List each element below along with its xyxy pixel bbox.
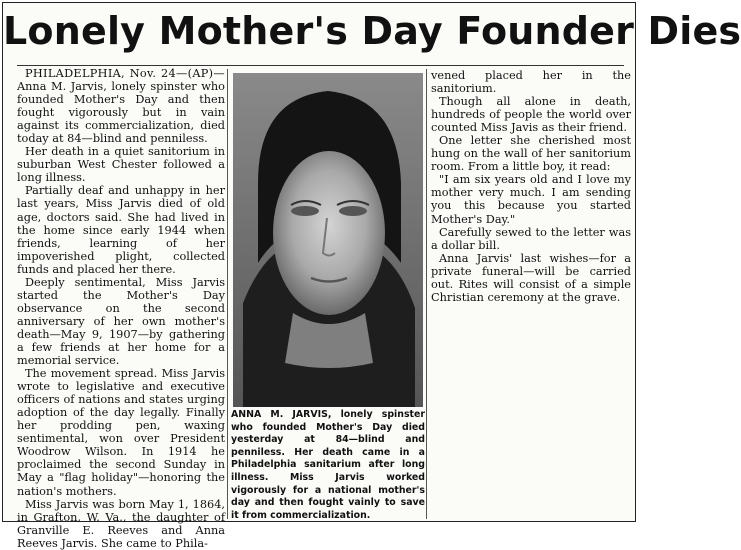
paragraph: vened placed her in the sanitorium. (431, 69, 631, 96)
paragraph: Partially deaf and unhappy in her last years, Miss Jarvis died of old age, doctors said. She had lived in the home since early 1944 when friends, learning of her impoverished plight, collected funds and placed her there. (17, 184, 225, 276)
paragraph: Deeply sentimental, Miss Jarvis started the Mother's Day observance on the second anniversary of her own mother's death—May 9, 1907—by gathering a few friends at her home for a memorial service. (17, 275, 225, 368)
headline-rule (17, 65, 624, 66)
paragraph: Anna Jarvis' last wishes—for a private funeral—will be carried out. Rites will consist of a simple Christian ceremony at the grave. (431, 251, 631, 304)
paragraph: PHILADELPHIA, Nov. 24—(AP)—Anna M. Jarvis, lonely spinster who founded Mother's Day and then fought vigorously but in vain against its commercialization, died today at 84—blind and penniless. (17, 67, 225, 146)
paragraph: "I am six years old and I love my mother very much. I am sending you this because you started Mother's Day." (431, 173, 631, 226)
portrait-photo (233, 73, 423, 407)
paragraph: Her death in a quiet sanitorium in suburban West Chester followed a long illness. (17, 145, 225, 185)
paragraph: One letter she cherished most hung on the wall of her sanitorium room. From a little boy, it read: (431, 134, 631, 174)
headline: Lonely Mother's Day Founder Dies (3, 9, 741, 53)
photo-caption (231, 409, 425, 519)
dateline: PHILADELPHIA, Nov. 24—(AP)— (25, 67, 225, 80)
paragraph: Carefully sewed to the letter was a dollar bill. (431, 225, 631, 252)
column-rule (426, 69, 427, 519)
newspaper-clipping (2, 2, 741, 550)
article-column-1 (17, 67, 225, 550)
article-column-3 (431, 69, 631, 509)
caption-name: ANNA M. JARVIS, (231, 409, 332, 420)
paragraph: Though all alone in death, hundreds of people the world over counted Miss Javis as their friend. (431, 95, 631, 135)
column-rule (227, 69, 228, 519)
paragraph: The movement spread. Miss Jarvis wrote to legislative and executive officers of nations and states urging adoption of the day legally. Finally her prodding pen, waxing sentimental, won over President Woodrow Wilson. In 1914 he proclaimed the second Sunday in May a "flag holiday"—honoring the nation's mothers. (17, 367, 225, 498)
caption-text: lonely spinster who founded Mother's Day died yesterday at 84—blind and penniless. Her death came in a Philadelphia sanitarium after long illness. Miss Jarvis worked vigorously for a national mother's day and then fought vainly to save it from commercialization. (231, 409, 425, 521)
paragraph: Miss Jarvis was born May 1, 1864, in Grafton, W. Va., the daughter of Granville E. Reeves and Anna Reeves Jarvis. She came to Phila- (17, 497, 225, 550)
